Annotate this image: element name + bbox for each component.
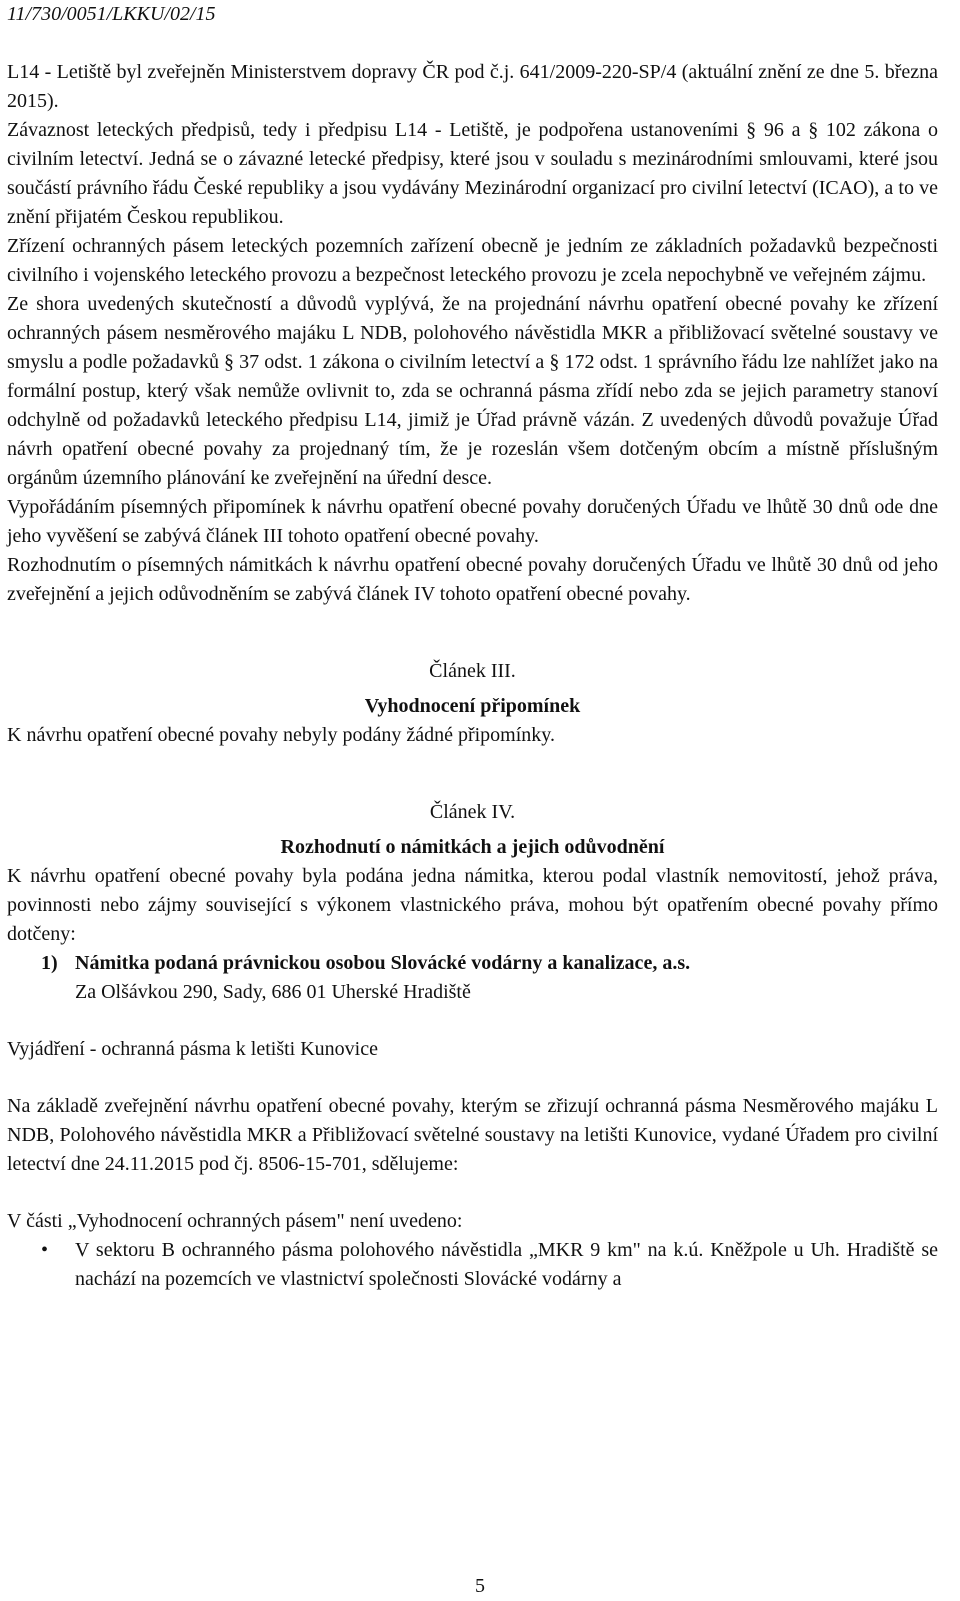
list-item [7,1236,938,1294]
objection-item-title: Námitka podaná právnickou osobou Slovácké vodárny a kanalizace, a.s. [75,952,691,974]
paragraph-protection-zones: Zřízení ochranných pásem leteckých pozemních zařízení obecně je jedním ze základních požadavků bezpečnosti civilního i vojenského leteckého provozu a bezpečnost leteckého provozu je zcela nepochybně ve veřejném zájmu. [7,235,938,286]
document-body [7,58,938,1294]
bullet-text: V sektoru B ochranného pásma polohového návěstidla „MKR 9 km" na k.ú. Kněžpole u Uh. Hradiště se nachází na pozemcích ve vlastnictví společnosti Slovácké vodárny a [75,1239,938,1290]
paragraph-comments-reference: Vypořádáním písemných připomínek k návrhu opatření obecné povahy doručených Úřadu ve lhůtě 30 dnů ode dne jeho vyvěšení se zabývá článek III tohoto opatření obecné povahy. [7,496,938,547]
article-3-heading: Vyhodnocení připomínek [364,695,581,717]
article-4-text: K návrhu opatření obecné povahy byla podána jedna námitka, kterou podal vlastník nemovitostí, jehož práva, povinnosti nebo zájmy související s výkonem vlastnického práva, mohou být opatřením obecné povahy přímo dotčeny: [7,865,938,945]
objection-item-number: 1) [41,952,58,974]
page-number: 5 [475,1575,485,1597]
article-4-heading: Rozhodnutí o námitkách a jejich odůvodnění [280,836,665,858]
article-4-title: Článek IV. [429,801,516,823]
objection-item-address: Za Olšávkou 290, Sady, 686 01 Uherské Hradiště [75,981,471,1003]
section-intro: V části „Vyhodnocení ochranných pásem" není uvedeno: [7,1210,463,1232]
objection-item-content [75,949,938,1007]
paragraph-objections-reference: Rozhodnutím o písemných námitkách k návrhu opatření obecné povahy doručených Úřadu ve lhůtě 30 dnů od jeho zveřejnění a jejich odůvodněním se zabývá článek IV tohoto opatření obecné povahy. [7,554,938,605]
statement-label: Vyjádření - ochranná pásma k letišti Kunovice [7,1038,378,1060]
statement-text: Na základě zveřejnění návrhu opatření obecné povahy, kterým se zřizují ochranná pásma Nesměrového majáku L NDB, Polohového návěstidla MKR a Přibližovací světelné soustavy na letišti Kunovice, vydané Úřadem pro civilní letectví dne 24.11.2015 pod čj. 8506-15-701, sdělujeme: [7,1095,938,1175]
objection-item-1 [7,949,938,1007]
paragraph-formal-procedure: Ze shora uvedených skutečností a důvodů vyplývá, že na projednání návrhu opatření obecné povahy ke zřízení ochranných pásem nesměrového majáku L NDB, polohového návěstidla MKR a přibližovací světelné soustavy ve smyslu a podle požadavků § 37 odst. 1 zákona o civilním letectví a § 172 odst. 1 správního řádu lze nahlížet jako na formální postup, který však nemůže ovlivnit to, zda se ochranná pásma zřídí nebo zda se jejich parametry stanoví odchylně od požadavků leteckého předpisu L14, jimiž je Úřad právně vázán. Z uvedených důvodů považuje Úřad návrh opatření obecné povahy za projednaný tím, že je rozeslán všem dotčeným obcím a místně příslušným orgánům územního plánování ke zveřejnění na úřední desce. [7,293,938,489]
paragraph-l14-publication: L14 - Letiště byl zveřejněn Ministerstvem dopravy ČR pod č.j. 641/2009-220-SP/4 (aktuální znění ze dne 5. března 2015). [7,61,938,112]
article-3-title: Článek III. [429,660,516,682]
bullet-icon: • [41,1239,49,1261]
paragraph-binding-regulations: Závaznost leteckých předpisů, tedy i předpisu L14 - Letiště, je podpořena ustanoveními § 96 a § 102 zákona o civilním letectví. Jedná se o závazné letecké předpisy, které jsou v souladu s mezinárodními smlouvami, které jsou součástí právního řádu České republiky a jsou vydávány Mezinárodní organizací pro civilní letectví (ICAO), a to ve znění přijatém Českou republikou. [7,119,938,228]
objection-bullet-list [7,1236,938,1294]
document-reference: 11/730/0051/LKKU/02/15 [7,3,216,25]
article-3-text: K návrhu opatření obecné povahy nebyly podány žádné připomínky. [7,724,555,746]
